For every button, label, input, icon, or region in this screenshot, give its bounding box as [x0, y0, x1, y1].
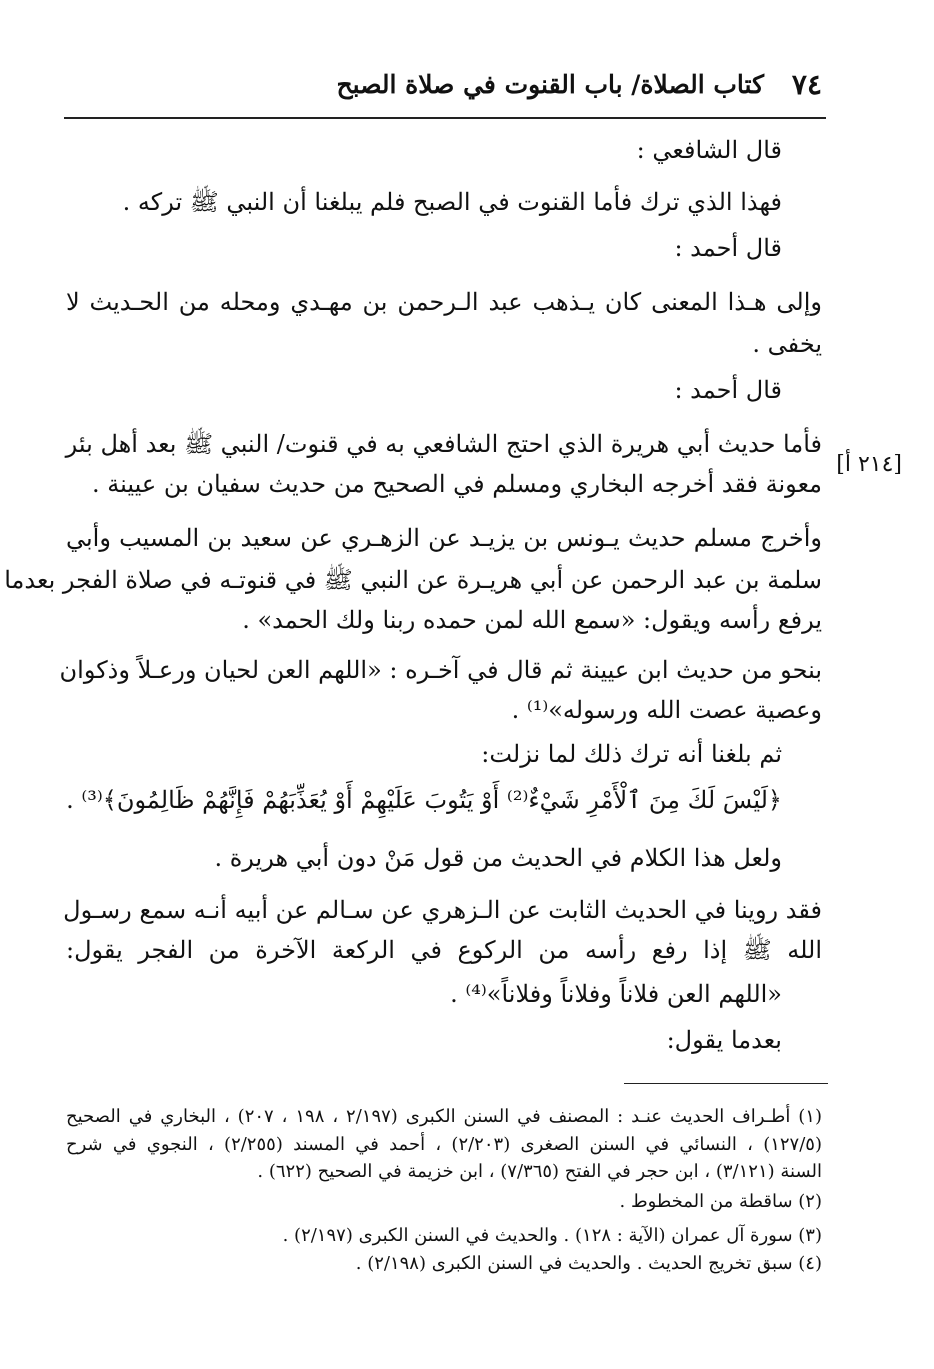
running-title: كتاب الصلاة/ باب القنوت في صلاة الصبح — [336, 70, 764, 99]
page-number: ٧٤ — [791, 68, 822, 101]
text-line: قال الشافعي : — [636, 136, 782, 164]
footnote-separator — [624, 1083, 828, 1084]
text-line: فأما حديث أبي هريرة الذي احتج الشافعي به في قنوت/ النبي ﷺ بعد أهل بئر — [65, 430, 822, 458]
text-line: فقد روينا في الحديث الثابت عن الـزهري عن سـالم عن أبيه أنـه سمع رسـول — [63, 896, 822, 924]
text-line: وأخرج مسلم حديث يـونس بن يزيـد عن الزهـري عن سعيد بن المسيب وأبي — [66, 524, 822, 552]
quran-verse-line: ﴿لَيْسَ لَكَ مِنَ ٱلْأَمْرِ شَيْءٌ⁽²⁾ أَوْ يَتُوبَ عَلَيْهِمْ أَوْ يُعَذِّبَهُمْ فَإِنَّهُمْ ظَالِمُونَ﴾⁽³⁾ . — [66, 786, 782, 814]
page-header — [66, 66, 822, 110]
footnote-line: السنة (٣/١٢١) ، ابن حجر في الفتح (٧/٣٦٥) ، ابن خزيمة في الصحيح (٦٢٢) . — [257, 1161, 822, 1182]
header-rule — [64, 117, 826, 119]
text-line: ثم بلغنا أنه ترك ذلك لما نزلت: — [481, 740, 782, 768]
footnote-line: (١) أطـراف الحديث عنـد : المصنف في السنن الكبرى (٢/١٩٧ ، ١٩٨ ، ٢٠٧) ، البخاري في الصحيح — [66, 1106, 822, 1127]
text-line: يرفع رأسه ويقول: «سمع الله لمن حمده ربنا ولك الحمد» . — [242, 606, 822, 634]
text-line: وإلى هـذا المعنى كان يـذهب عبد الـرحمن بن مهـدي ومحله من الحـديث لا — [66, 288, 822, 316]
text-line: قال أحمد : — [674, 376, 782, 404]
text-line: وعصية عصت الله ورسوله»⁽¹⁾ . — [511, 696, 822, 724]
text-line: قال أحمد : — [674, 234, 782, 262]
text-line: معونة فقد أخرجه البخاري ومسلم في الصحيح من حديث سفيان بن عيينة . — [92, 470, 822, 498]
text-line: الله ﷺ إذا رفع رأسه من الركوع في الركعة الآخرة من الفجر يقول: — [66, 936, 822, 964]
manuscript-folio-marker: [٢١٤ أ] — [836, 452, 902, 477]
text-line: بنحو من حديث ابن عيينة ثم قال في آخـره : «اللهم العن لحيان ورعـلاً وذكوان — [59, 656, 822, 684]
footnote-line: (٢) ساقطة من المخطوط . — [619, 1191, 822, 1212]
text-line: فهذا الذي ترك فأما القنوت في الصبح فلم يبلغنا أن النبي ﷺ تركه . — [122, 188, 782, 216]
text-line: يخفى . — [752, 330, 822, 358]
text-line: سلمة بن عبد الرحمن عن أبي هريـرة عن النبي ﷺ في قنوتـه في صلاة الفجر بعدما — [4, 566, 822, 594]
footnote-line: (٤) سبق تخريج الحديث . والحديث في السنن الكبرى (٢/١٩٨) . — [355, 1253, 822, 1274]
text-line: ولعل هذا الكلام في الحديث من قول مَنْ دون أبي هريرة . — [214, 844, 782, 872]
text-line: بعدما يقول: — [666, 1026, 782, 1054]
text-line: «اللهم العن فلاناً وفلاناً وفلاناً»⁽⁴⁾ . — [450, 980, 782, 1008]
footnote-line: (٣) سورة آل عمران (الآية : ١٢٨) . والحديث في السنن الكبرى (٢/١٩٧) . — [282, 1225, 822, 1246]
footnote-line: (١٢٧/٥) ، النسائي في السنن الصغرى (٢/٢٠٣) ، أحمد في المسند (٢/٢٥٥) ، النجوي في شرح — [66, 1134, 822, 1155]
